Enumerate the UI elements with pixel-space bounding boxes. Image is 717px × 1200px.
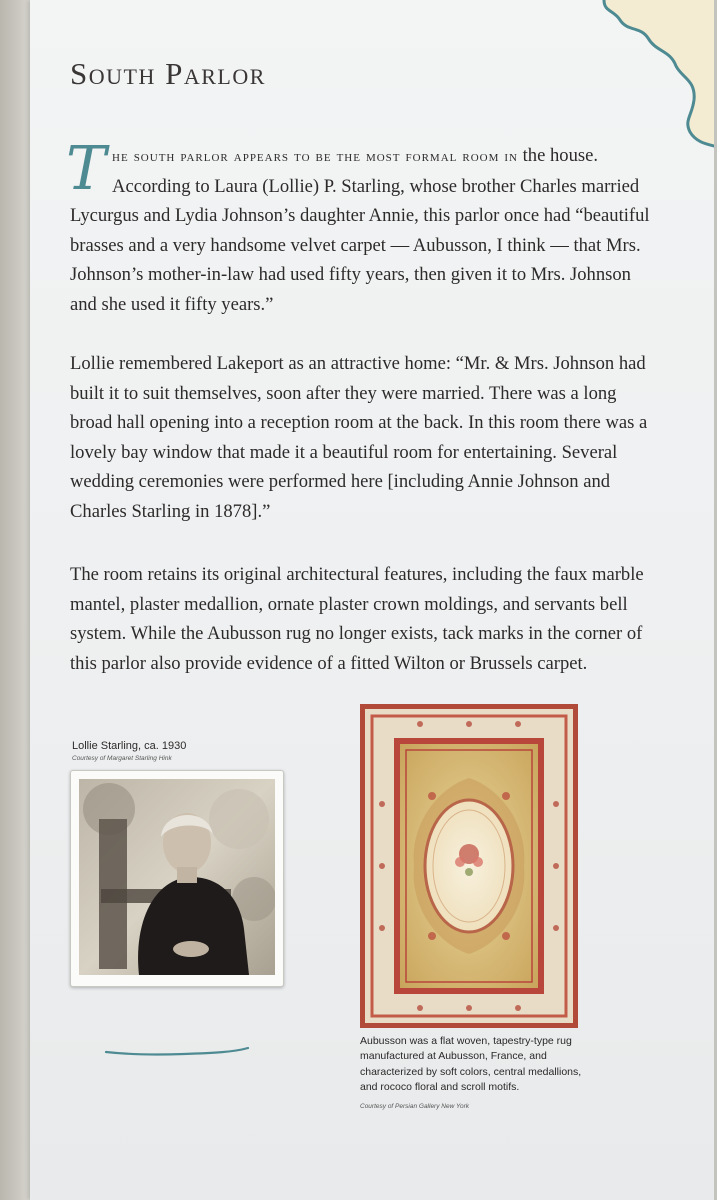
- drop-cap: T: [66, 134, 107, 204]
- paragraph-intro: [66, 134, 660, 319]
- rug-caption: Aubusson was a flat woven, tapestry-type rug manufactured at Aubusson, France, and characterized by soft colors, central medallions, and rococo floral and scroll motifs.: [360, 1035, 582, 1094]
- lollie-photo: [70, 770, 284, 987]
- lollie-photo-image: [79, 779, 275, 975]
- photo-credit: Courtesy of Margaret Starling Hink: [72, 755, 172, 762]
- decorative-swash: [104, 1044, 250, 1060]
- paragraph-lead: he south parlor appears to be the most formal room in: [112, 148, 518, 165]
- rug-credit: Courtesy of Persian Gallery New York: [360, 1103, 469, 1110]
- wall-left: [0, 0, 30, 1200]
- paragraph-lakeport: Lollie remembered Lakeport as an attractive home: “Mr. & Mrs. Johnson had built it to suit themselves, soon after they were married. There was a long broad hall opening into a reception room at the back. In this room there was a lovely bay window that made it a beautiful room for entertaining. Several wedding ceremonies were performed here [including Annie Johnson and Charles Starling in 1878].”: [70, 353, 648, 522]
- page-title: South Parlor: [70, 56, 266, 91]
- paragraph-intro-body: the house. According to Laura (Lollie) P. Starling, whose brother Charles married Lycurgus and Lydia Johnson’s daughter Annie, this parlor once had “beautiful brasses and a very handsome velvet carpet — Aubusson, I think — that Mrs. Johnson’s mother-in-law had used fifty years, then given it to Mrs. Johnson and she used it fifty years.”: [70, 145, 650, 315]
- corner-ornament: [598, 0, 714, 150]
- photo-caption: Lollie Starling, ca. 1930: [72, 740, 187, 752]
- aubusson-rug-image: [360, 704, 578, 1028]
- paragraph-features: The room retains its original architectural features, including the faux marble mantel, plaster medallion, ornate plaster crown moldings, and servants bell system. While the Aubusson rug no longer exists, tack marks in the corner of this parlor also provide evidence of a fitted Wilton or Brussels carpet.: [70, 564, 644, 674]
